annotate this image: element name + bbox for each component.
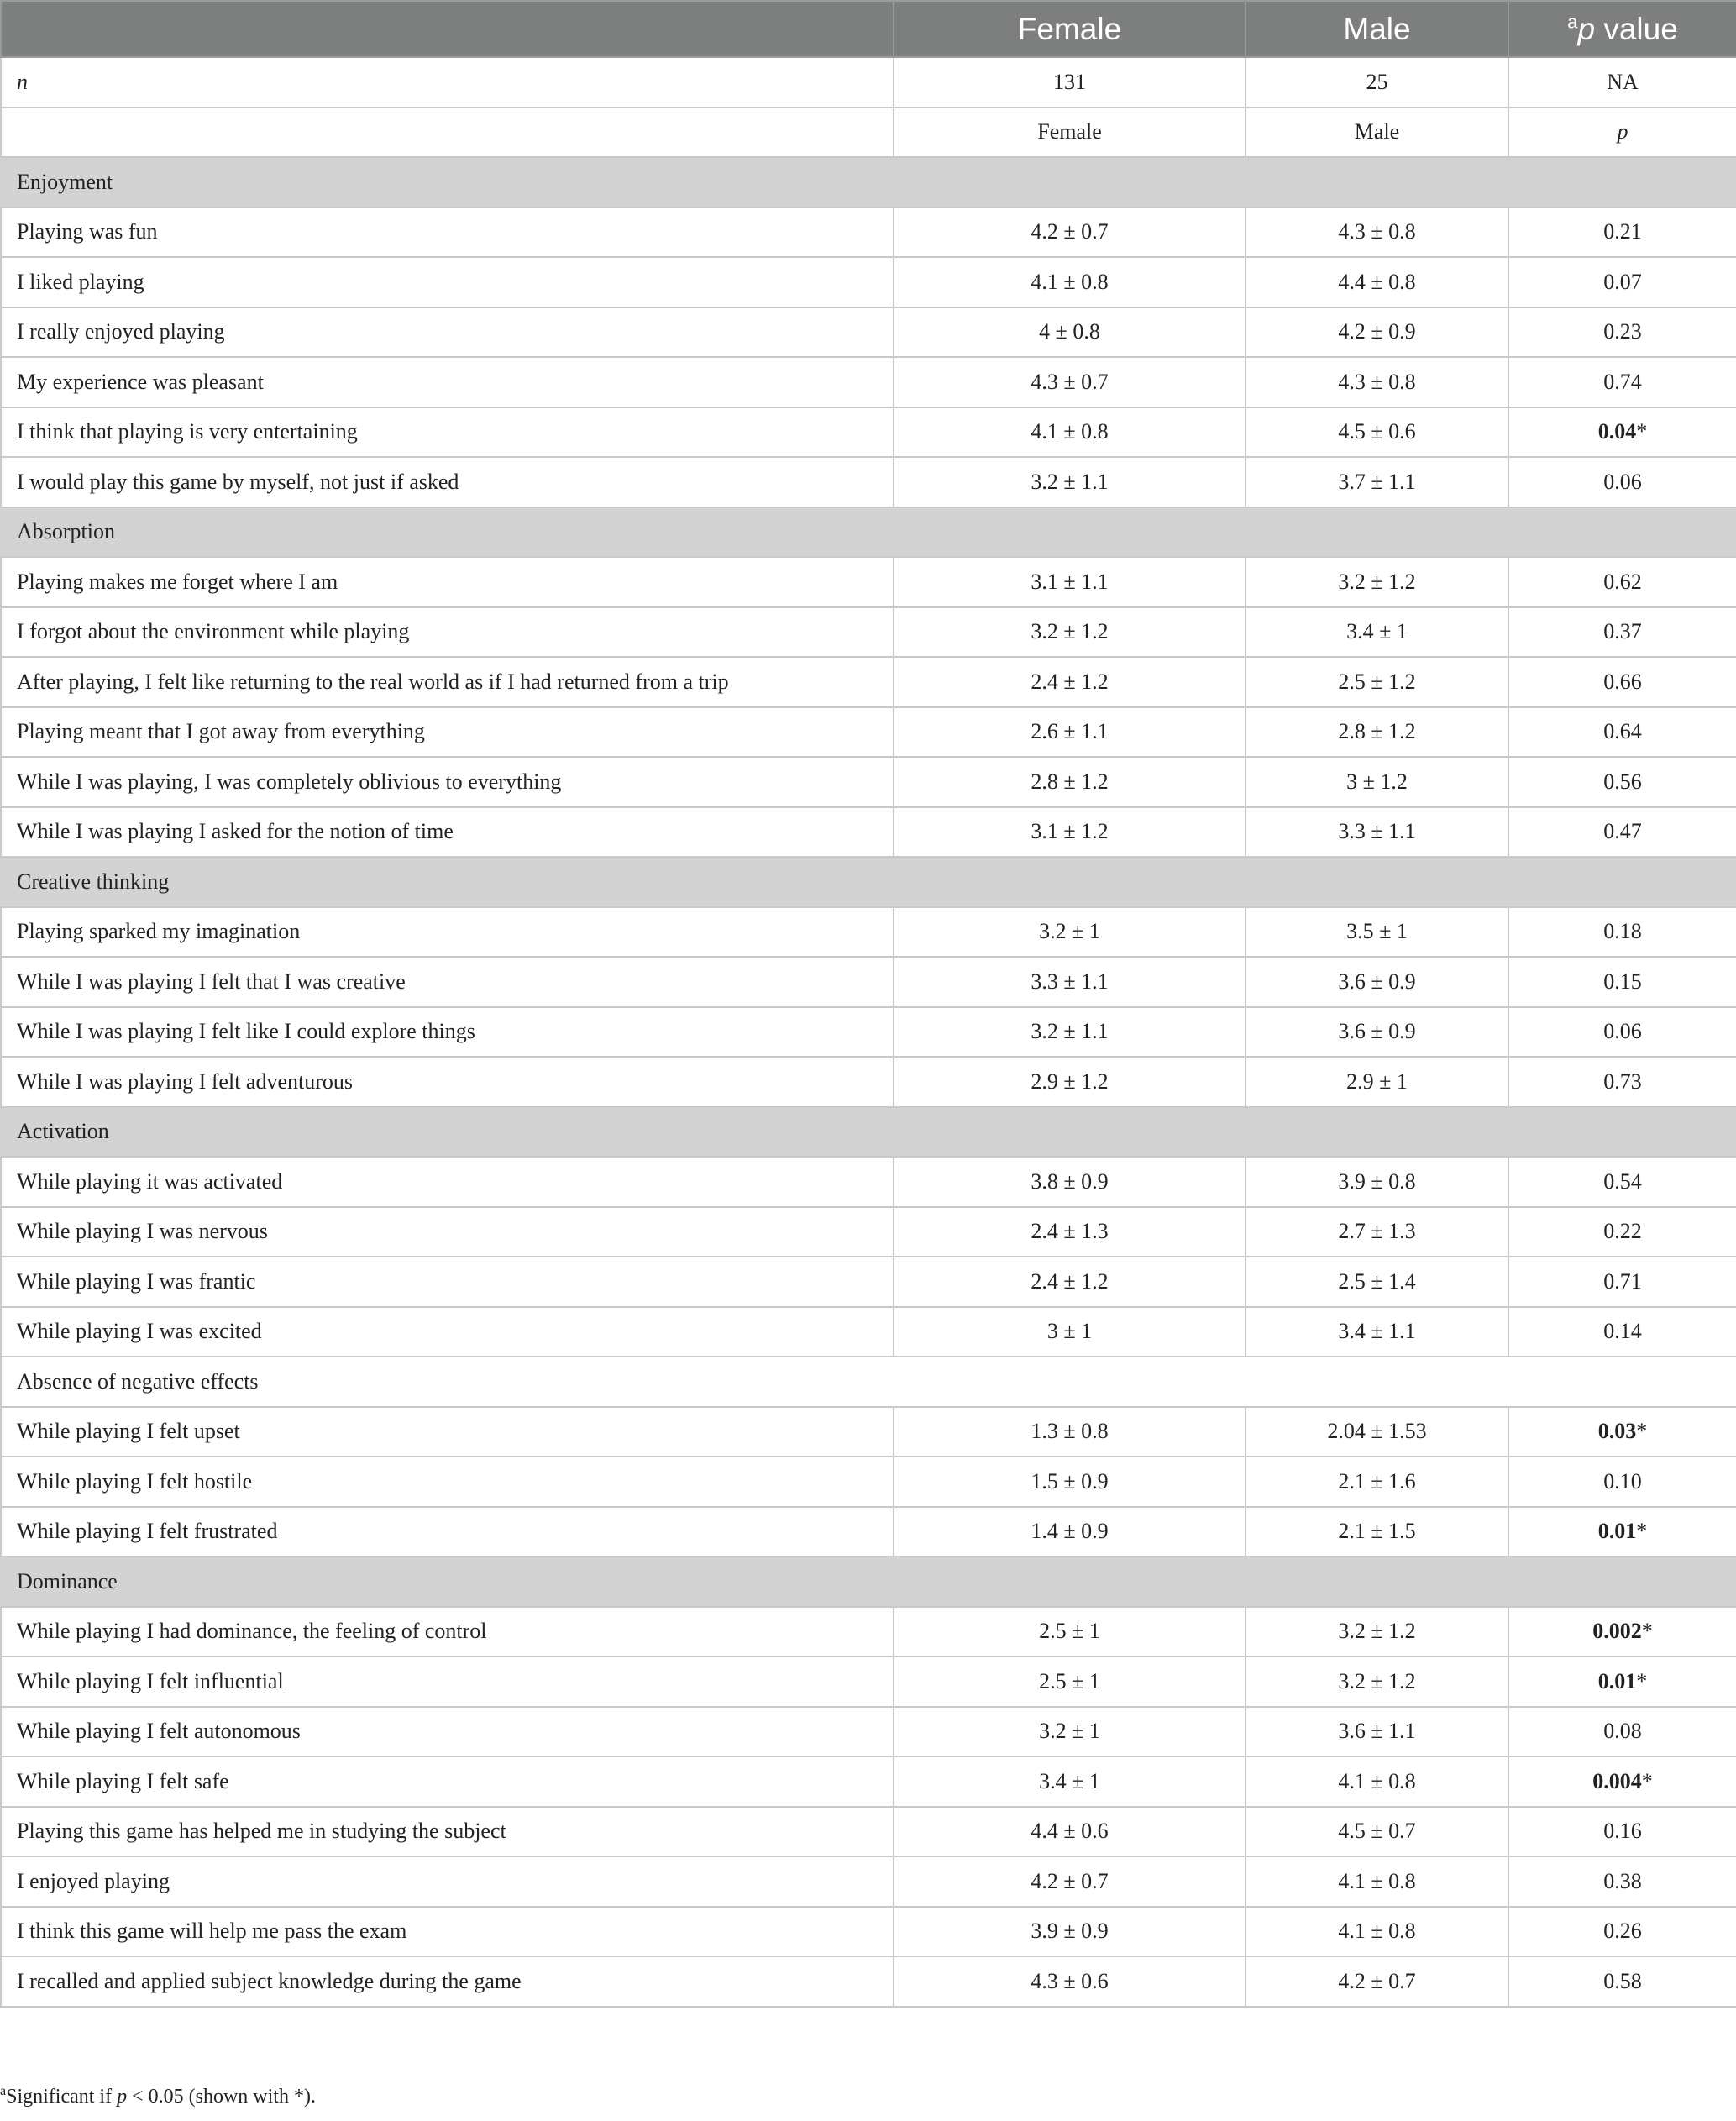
female-value: 2.4 ± 1.2	[894, 1257, 1246, 1307]
p-value-cell	[1508, 1007, 1736, 1058]
male-value: 2.1 ± 1.6	[1246, 1457, 1508, 1507]
p-value: 0.58	[1603, 1968, 1642, 1993]
p-value-cell	[1508, 1407, 1736, 1457]
female-value: 4.4 ± 0.6	[894, 1807, 1246, 1857]
p-value: 0.002	[1592, 1619, 1642, 1644]
female-value: 4.2 ± 0.7	[894, 1856, 1246, 1907]
female-value: 2.4 ± 1.3	[894, 1207, 1246, 1257]
item-label: While playing I had dominance, the feeling of control	[1, 1607, 894, 1657]
p-value: 0.18	[1603, 919, 1642, 944]
table-row	[1, 757, 1736, 807]
male-value: 3.2 ± 1.2	[1246, 1656, 1508, 1707]
table-row	[1, 1956, 1736, 2007]
p-value-cell	[1508, 807, 1736, 858]
p-value-cell	[1508, 1707, 1736, 1757]
female-value: 3.9 ± 0.9	[894, 1907, 1246, 1957]
male-value: 4.1 ± 0.8	[1246, 1856, 1508, 1907]
item-label: I enjoyed playing	[1, 1856, 894, 1907]
female-value: 4.3 ± 0.6	[894, 1956, 1246, 2007]
p-value-cell	[1508, 257, 1736, 307]
subheader-label	[1, 108, 894, 158]
female-value: 3.2 ± 1.1	[894, 457, 1246, 507]
significance-marker: *	[1641, 1619, 1653, 1644]
table-row	[1, 1607, 1736, 1657]
male-value: 4.1 ± 0.8	[1246, 1907, 1508, 1957]
subheader-male: Male	[1246, 108, 1508, 158]
section-title: Activation	[1, 1107, 1736, 1158]
section-header-row	[1, 1107, 1736, 1158]
p-value: 0.62	[1603, 569, 1642, 594]
male-value: 4.1 ± 0.8	[1246, 1756, 1508, 1807]
table-row	[1, 1157, 1736, 1207]
header-male: Male	[1246, 1, 1508, 57]
header-p-value	[1508, 1, 1736, 57]
p-value: 0.06	[1603, 1019, 1642, 1044]
item-label: I think that playing is very entertaining	[1, 407, 894, 458]
n-female: 131	[894, 57, 1246, 108]
table-row	[1, 207, 1736, 258]
p-value: 0.004	[1592, 1768, 1642, 1793]
subheader-female: Female	[894, 108, 1246, 158]
table-row	[1, 957, 1736, 1007]
header-female: Female	[894, 1, 1246, 57]
p-value-cell	[1508, 1907, 1736, 1957]
table-row	[1, 707, 1736, 758]
male-value: 3.2 ± 1.2	[1246, 1607, 1508, 1657]
table-row	[1, 807, 1736, 858]
male-value: 4.3 ± 0.8	[1246, 207, 1508, 258]
p-value-cell	[1508, 1207, 1736, 1257]
table-row	[1, 1807, 1736, 1857]
female-value: 2.5 ± 1	[894, 1656, 1246, 1707]
table-row	[1, 257, 1736, 307]
male-value: 4.2 ± 0.9	[1246, 307, 1508, 358]
table-row	[1, 1856, 1736, 1907]
item-label: While playing it was activated	[1, 1157, 894, 1207]
female-value: 3.2 ± 1.1	[894, 1007, 1246, 1058]
significance-marker: *	[1636, 1519, 1648, 1544]
female-value: 3.2 ± 1.2	[894, 607, 1246, 658]
male-value: 2.5 ± 1.2	[1246, 657, 1508, 707]
significance-marker: *	[1641, 1768, 1653, 1793]
item-label: While playing I felt influential	[1, 1656, 894, 1707]
item-label: While playing I felt upset	[1, 1407, 894, 1457]
section-header-row	[1, 157, 1736, 207]
section-header-row	[1, 1357, 1736, 1407]
subheader-row	[1, 108, 1736, 158]
female-value: 4.1 ± 0.8	[894, 257, 1246, 307]
female-value: 1.3 ± 0.8	[894, 1407, 1246, 1457]
p-value-cell	[1508, 757, 1736, 807]
item-label: While playing I was nervous	[1, 1207, 894, 1257]
header-item	[1, 1, 894, 57]
footnote-sup: a	[0, 2084, 7, 2098]
item-label: While I was playing, I was completely oblivious to everything	[1, 757, 894, 807]
n-row	[1, 57, 1736, 108]
female-value: 2.4 ± 1.2	[894, 657, 1246, 707]
table-row	[1, 657, 1736, 707]
section-title: Enjoyment	[1, 157, 1736, 207]
item-label: I recalled and applied subject knowledge during the game	[1, 1956, 894, 2007]
item-label: While playing I felt safe	[1, 1756, 894, 1807]
table-row	[1, 1507, 1736, 1557]
item-label: While playing I felt autonomous	[1, 1707, 894, 1757]
p-value-cell	[1508, 707, 1736, 758]
male-value: 2.7 ± 1.3	[1246, 1207, 1508, 1257]
female-value: 3.3 ± 1.1	[894, 957, 1246, 1007]
item-label: While playing I was excited	[1, 1307, 894, 1357]
p-value: 0.16	[1603, 1819, 1642, 1844]
p-value: 0.04	[1597, 419, 1637, 444]
table-row	[1, 1057, 1736, 1107]
table-row	[1, 1307, 1736, 1357]
p-value-cell	[1508, 957, 1736, 1007]
p-value-cell	[1508, 1756, 1736, 1807]
p-value-cell	[1508, 1157, 1736, 1207]
p-value: 0.66	[1603, 669, 1642, 694]
male-value: 3.3 ± 1.1	[1246, 807, 1508, 858]
p-value-cell	[1508, 407, 1736, 458]
p-value: 0.15	[1603, 969, 1642, 994]
p-value-cell	[1508, 1956, 1736, 2007]
male-value: 3.6 ± 1.1	[1246, 1707, 1508, 1757]
section-title: Absorption	[1, 507, 1736, 558]
male-value: 3.7 ± 1.1	[1246, 457, 1508, 507]
table-row	[1, 607, 1736, 658]
section-header-row	[1, 507, 1736, 558]
header-p-letter: p	[1577, 11, 1596, 46]
male-value: 2.8 ± 1.2	[1246, 707, 1508, 758]
male-value: 4.3 ± 0.8	[1246, 357, 1508, 407]
p-value-cell	[1508, 357, 1736, 407]
item-label: Playing sparked my imagination	[1, 907, 894, 958]
item-label: I would play this game by myself, not just if asked	[1, 457, 894, 507]
p-value: 0.03	[1597, 1419, 1637, 1444]
item-label: I forgot about the environment while playing	[1, 607, 894, 658]
female-value: 3.1 ± 1.2	[894, 807, 1246, 858]
table-row	[1, 1257, 1736, 1307]
table-row	[1, 907, 1736, 958]
significance-marker: *	[1636, 1419, 1648, 1444]
male-value: 2.04 ± 1.53	[1246, 1407, 1508, 1457]
item-label: I liked playing	[1, 257, 894, 307]
table-row	[1, 1907, 1736, 1957]
p-value: 0.07	[1603, 269, 1642, 294]
item-label: Playing was fun	[1, 207, 894, 258]
item-label: Playing meant that I got away from everything	[1, 707, 894, 758]
p-value-cell	[1508, 1057, 1736, 1107]
item-label: While I was playing I felt that I was creative	[1, 957, 894, 1007]
p-value-cell	[1508, 207, 1736, 258]
female-value: 3.2 ± 1	[894, 1707, 1246, 1757]
p-value-cell	[1508, 607, 1736, 658]
p-value: 0.54	[1603, 1168, 1642, 1194]
section-title: Dominance	[1, 1557, 1736, 1607]
p-value-cell	[1508, 307, 1736, 358]
p-value: 0.06	[1603, 469, 1642, 494]
item-label: While I was playing I felt like I could explore things	[1, 1007, 894, 1058]
table-row	[1, 1407, 1736, 1457]
male-value: 4.5 ± 0.7	[1246, 1807, 1508, 1857]
p-value-cell	[1508, 1607, 1736, 1657]
p-value: 0.01	[1597, 1519, 1637, 1544]
p-value-cell	[1508, 1507, 1736, 1557]
section-header-row	[1, 1557, 1736, 1607]
item-label: While I was playing I asked for the notion of time	[1, 807, 894, 858]
n-p: NA	[1508, 57, 1736, 108]
section-title: Absence of negative effects	[1, 1357, 1736, 1407]
header-p-sup: a	[1567, 11, 1578, 33]
p-value: 0.71	[1603, 1268, 1642, 1294]
female-value: 3 ± 1	[894, 1307, 1246, 1357]
p-value-cell	[1508, 1257, 1736, 1307]
table-row	[1, 357, 1736, 407]
female-value: 1.4 ± 0.9	[894, 1507, 1246, 1557]
female-value: 3.4 ± 1	[894, 1756, 1246, 1807]
item-label: While playing I felt hostile	[1, 1457, 894, 1507]
significance-marker: *	[1636, 419, 1648, 444]
section-header-row	[1, 857, 1736, 907]
male-value: 2.9 ± 1	[1246, 1057, 1508, 1107]
table-row	[1, 1756, 1736, 1807]
item-label: I really enjoyed playing	[1, 307, 894, 358]
male-value: 3 ± 1.2	[1246, 757, 1508, 807]
item-label: I think this game will help me pass the exam	[1, 1907, 894, 1957]
female-value: 2.6 ± 1.1	[894, 707, 1246, 758]
item-label: Playing makes me forget where I am	[1, 557, 894, 607]
n-male: 25	[1246, 57, 1508, 108]
p-value-cell	[1508, 1856, 1736, 1907]
p-value: 0.56	[1603, 769, 1642, 794]
header-p-rest: value	[1595, 11, 1678, 46]
female-value: 1.5 ± 0.9	[894, 1457, 1246, 1507]
female-value: 4 ± 0.8	[894, 307, 1246, 358]
p-value: 0.37	[1603, 619, 1642, 644]
item-label: While playing I was frantic	[1, 1257, 894, 1307]
table-row	[1, 1656, 1736, 1707]
table-row	[1, 407, 1736, 458]
female-value: 2.9 ± 1.2	[894, 1057, 1246, 1107]
table-row	[1, 307, 1736, 358]
p-value-cell	[1508, 457, 1736, 507]
female-value: 3.8 ± 0.9	[894, 1157, 1246, 1207]
p-value-cell	[1508, 907, 1736, 958]
p-value: 0.22	[1603, 1219, 1642, 1244]
section-title: Creative thinking	[1, 857, 1736, 907]
female-value: 4.2 ± 0.7	[894, 207, 1246, 258]
p-value-cell	[1508, 1807, 1736, 1857]
p-value-cell	[1508, 1656, 1736, 1707]
female-value: 3.1 ± 1.1	[894, 557, 1246, 607]
p-value: 0.10	[1603, 1468, 1642, 1494]
table-footnote	[0, 2086, 316, 2108]
footnote-p: p	[117, 2086, 128, 2108]
footnote-text-before: Significant if	[6, 2086, 118, 2108]
significance-marker: *	[1636, 1668, 1648, 1693]
male-value: 3.4 ± 1.1	[1246, 1307, 1508, 1357]
female-value: 3.2 ± 1	[894, 907, 1246, 958]
item-label: My experience was pleasant	[1, 357, 894, 407]
p-value: 0.64	[1603, 719, 1642, 744]
p-value: 0.23	[1603, 319, 1642, 344]
item-label: Playing this game has helped me in studying the subject	[1, 1807, 894, 1857]
male-value: 4.2 ± 0.7	[1246, 1956, 1508, 2007]
p-value-cell	[1508, 1457, 1736, 1507]
female-value: 2.5 ± 1	[894, 1607, 1246, 1657]
table-row	[1, 457, 1736, 507]
male-value: 3.5 ± 1	[1246, 907, 1508, 958]
table-row	[1, 1457, 1736, 1507]
p-value: 0.73	[1603, 1068, 1642, 1094]
header-row	[1, 1, 1736, 57]
female-value: 2.8 ± 1.2	[894, 757, 1246, 807]
table-row	[1, 1707, 1736, 1757]
p-value: 0.14	[1603, 1319, 1642, 1344]
item-label: While playing I felt frustrated	[1, 1507, 894, 1557]
item-label: While I was playing I felt adventurous	[1, 1057, 894, 1107]
table-row	[1, 1207, 1736, 1257]
p-value: 0.21	[1603, 219, 1642, 244]
p-value-cell	[1508, 657, 1736, 707]
table-row	[1, 1007, 1736, 1058]
p-value-cell	[1508, 557, 1736, 607]
p-value: 0.08	[1603, 1719, 1642, 1744]
male-value: 4.5 ± 0.6	[1246, 407, 1508, 458]
male-value: 3.2 ± 1.2	[1246, 557, 1508, 607]
item-label: After playing, I felt like returning to the real world as if I had returned from a trip	[1, 657, 894, 707]
p-value: 0.47	[1603, 819, 1642, 844]
male-value: 2.1 ± 1.5	[1246, 1507, 1508, 1557]
p-value: 0.74	[1603, 369, 1642, 394]
male-value: 3.9 ± 0.8	[1246, 1157, 1508, 1207]
p-value-cell	[1508, 1307, 1736, 1357]
male-value: 3.4 ± 1	[1246, 607, 1508, 658]
male-value: 2.5 ± 1.4	[1246, 1257, 1508, 1307]
male-value: 4.4 ± 0.8	[1246, 257, 1508, 307]
n-label: n	[1, 57, 894, 108]
male-value: 3.6 ± 0.9	[1246, 1007, 1508, 1058]
table-row	[1, 557, 1736, 607]
p-value: 0.01	[1597, 1668, 1637, 1693]
p-value: 0.26	[1603, 1919, 1642, 1944]
p-value: 0.38	[1603, 1868, 1642, 1893]
female-value: 4.1 ± 0.8	[894, 407, 1246, 458]
subheader-p: p	[1508, 108, 1736, 158]
female-value: 4.3 ± 0.7	[894, 357, 1246, 407]
footnote-text-after: < 0.05 (shown with *).	[127, 2086, 316, 2108]
male-value: 3.6 ± 0.9	[1246, 957, 1508, 1007]
